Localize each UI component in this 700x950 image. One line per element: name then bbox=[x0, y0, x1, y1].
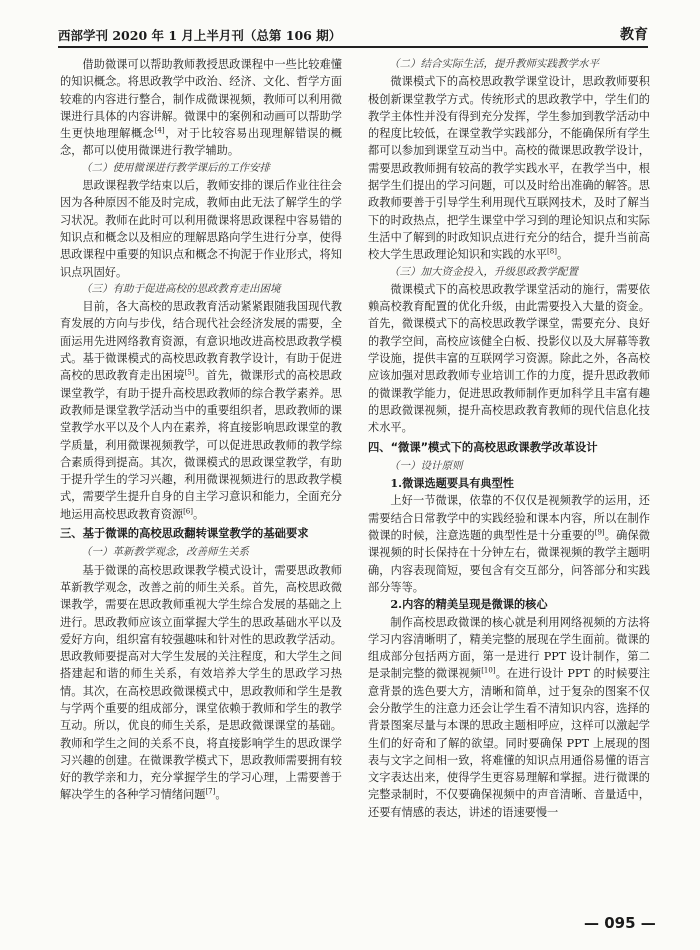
journal-title: 西部学刊 2020 年 1 月上半月刊（总第 106 期） bbox=[58, 28, 342, 43]
section-heading: 三、基于微课的高校思政翻转课堂教学的基础要求 bbox=[60, 527, 309, 541]
page-number: — 095 — bbox=[584, 914, 656, 932]
paragraph: 基于微课的高校思政课教学模式设计，需要思政教师革新教学观念，改善之前的师生关系。首先，高校思政微课教学，需要在思政教师重视大学生综合发展的基础之上进行。思政教师应该立面掌握大学生的思政基础水平以及爱好方向，组织富有较强趣味和针对性的思政教学活动。思政教师要提高对大学生发展的关注程度，和大学生之间搭建起和谐的师生关系，有效培养大学生的思政学习热情。其次，在高校思政微课模式中，思政教师和学生是教与学两个重要的组成部分，课堂依赖于教师和学生的教学互动。所以，优良的师生关系，是思政微课课堂的基础。教师和学生之间的关系不良，将直接影响学生的思政课学习兴趣的创建。在微课教学模式下，思政教师需要拥有较好的教学亲和力，充分掌握学生的学习心理，上需要善于解决学生的各种学习情绪问题[7]。 bbox=[60, 563, 342, 802]
header-rule bbox=[58, 46, 648, 48]
left-column bbox=[60, 56, 342, 804]
right-column bbox=[368, 56, 650, 821]
subsection-heading: （二）使用微课进行教学课后的工作安排 bbox=[81, 161, 270, 174]
paragraph: 目前，各大高校的思政教育活动紧紧跟随我国现代教育发展的方向与步伐，结合现代社会经济发展的需要，全面运用先进网络教育资源，有意识地改进高校思政教学模式。基于微课模式的高校思政教育教学设计，有助于促进高校的思政教育走出困境[5]。首先，微课形式的高校思政课堂教学，有助于提升高校思政教师的综合教学素养。思政教师是课堂教学活动当中的重要组织者，思政教师的课堂教学水平以及个人内在素养，将直接影响思政课堂的教学质量，利用微课视频教学，可以促进思政教师的教学综合素质得到提高。其次，微课模式的思政课堂教学，有助于提升学生的学习兴趣，利用微课视频进行的思政教学模式，需要学生提升自身的自主学习意识和能力，全面充分地运用高校思政教育资源[6]。 bbox=[60, 300, 342, 521]
section-name: 教育 bbox=[620, 27, 648, 43]
paragraph: 微课模式下的高校思政教学课堂活动的施行，需要依赖高校教育配置的优化升级，由此需要投入大量的资金。首先，微课模式下的高校思政教学课堂，需要充分、良好的教学空间，高校应该健全白板、投影仪以及大屏幕等教学设施，提供丰富的互联网学习资源。除此之外，各高校应该加强对思政教师专业培训工作的力度，提升思政教师的微课教学能力，促进思政教师制作更加科学且丰富有趣的思政微课视频，提升高校思政教育教师的现代信息化技术水平。 bbox=[368, 282, 650, 435]
section-heading: 四、“微课”模式下的高校思政课教学改革设计 bbox=[368, 440, 598, 454]
subsection-heading: （三）加大资金投入，升级思政教学配置 bbox=[389, 265, 578, 278]
paragraph: 思政课程教学结束以后，教师安排的课后作业往往会因为各种原因不能及时完成，教师由此无法了解学生的学习状况。教师在此时可以利用微课将思政课程中容易错的知识点和概念以及相应的理解思路向学生进行分享，使得思政课程中重要的知识点和概念不拘泥于作业形式，将知识点巩固好。 bbox=[60, 179, 342, 279]
paragraph: 制作高校思政微课的核心就是利用网络视频的方法将学习内容清晰明了，精美完整的展现在学生面前。微课的组成部分包括两方面，第一是进行 PPT 设计制作，第二是录制完整的微课视频[10]。在进行设计 PPT 的时候要注意背景的选色要大方，清晰和简单，过于复杂的图案不仅会分散学生的注意力还会让学生看不清知识内容，选择的背景图案尽量与本课的思政主题相呼应，这样可以激起学生们的好奇和了解的欲望。同时要确保 PPT 上展现的图表与文字之间相一致，将难懂的知识点用通俗易懂的语言文字表达出来，使得学生更容易理解和掌握。进行微课的完整录制时，不仅要确保视频中的声音清晰、音量适中，还要有情感的表达，讲述的语速要慢一 bbox=[368, 615, 650, 819]
paragraph: 上好一节微课，依靠的不仅仅是视频教学的运用，还需要结合日常教学中的实践经验和课本内容，所以在制作微课的时候，注意选题的典型性是十分重要的[9]。确保微课视频的时长保持在十分钟左右，微课视频的教学主题明确，内容表现简短，要包含有交互部分，问答部分和实践部分等等。 bbox=[368, 494, 650, 594]
subsection-heading: （一）革新教学观念，改善师生关系 bbox=[81, 546, 249, 559]
subsection-heading: （三）有助于促进高校的思政教育走出困境 bbox=[81, 282, 281, 295]
paragraph: 借助微课可以帮助教师教授思政课程中一些比较难懂的知识概念。将思政教学中政治、经济、文化、哲学方面较难的内容进行整合，制作成微课视频，教师可以利用微课进行具体的内容讲解。微课中的案例和动画可以帮助学生更快地理解概念[4]，对于比较容易出现理解错误的概念，都可以使用微课进行教学辅助。 bbox=[60, 58, 342, 158]
subsection-heading: 1.微课选题要具有典型性 bbox=[390, 476, 514, 491]
subsection-heading: （一）设计原则 bbox=[389, 459, 463, 472]
paragraph: 微课模式下的高校思政教学课堂设计，思政教师要积极创新课堂教学方式。传统形式的思政教学中，学生们的教学主体性并没有得到充分发挥，学生参加到教学活动中的程度比较低，在课堂教学实践部分，不能确保所有学生都可以参加到课堂互动当中。高校的微课思政教学设计，需要思政教师拥有较高的教学实践水平，在教学当中，根据学生们提出的学习问题，可以及时给出准确的解答。思政教师要善于引导学生利用现代互联网技术，及时了解当下的时政热点，把学生课堂中学习到的理论知识点和实际生活中了解到的时政知识点进行充分的结合，提升当前高校大学生思政理论知识和实践的水平[8]。 bbox=[368, 75, 650, 262]
page-header bbox=[58, 24, 648, 46]
subsection-heading: （二）结合实际生活，提升教师实践教学水平 bbox=[389, 58, 599, 70]
subsection-heading: 2.内容的精美呈现是微课的核心 bbox=[390, 597, 548, 612]
